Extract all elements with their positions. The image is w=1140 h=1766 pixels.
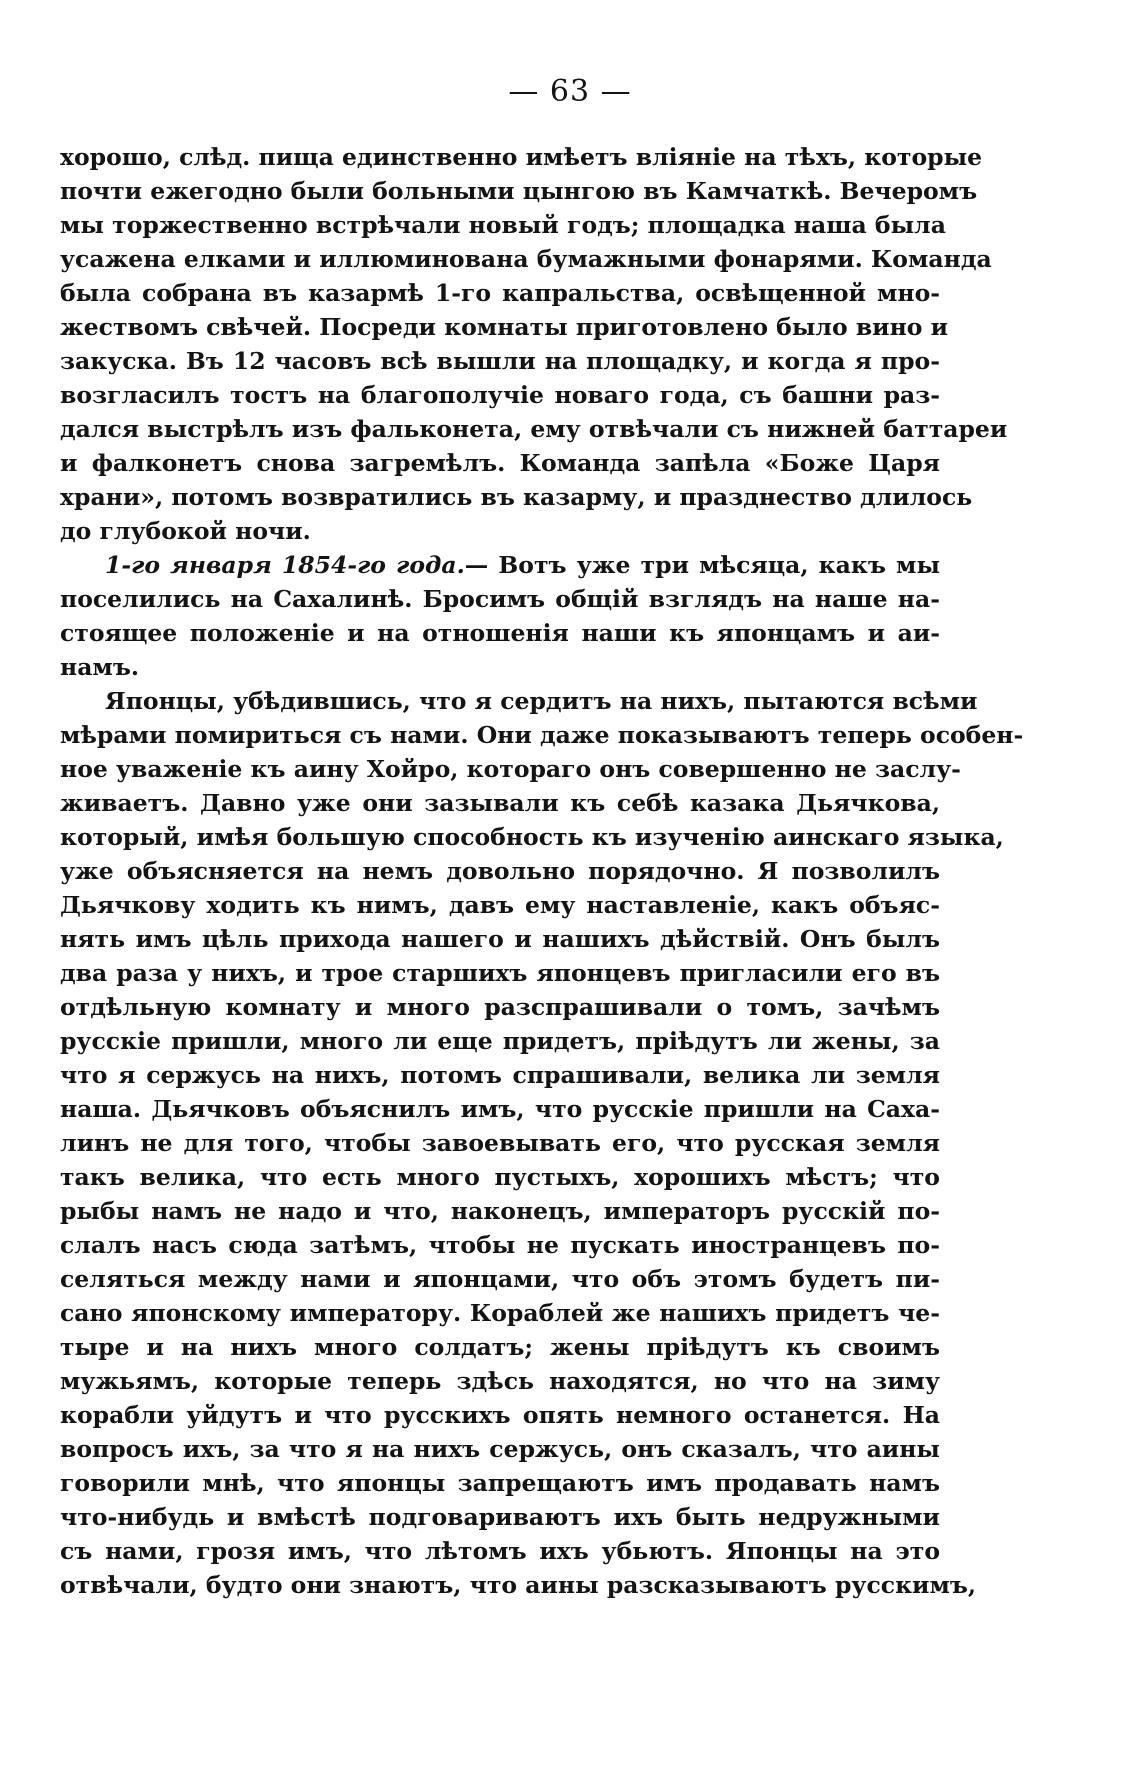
text-line: слалъ насъ сюда затѣмъ, чтобы не пускать иностранцевъ по- <box>60 1231 940 1259</box>
text-line: Японцы, убѣдившись, что я сердитъ на нихъ, пытаются всѣми <box>105 687 978 715</box>
text-line: до глубокой ночи. <box>60 517 311 545</box>
paragraph-1 <box>60 140 1008 548</box>
text-line: почти ежегодно были больными цынгою въ Камчаткѣ. Вечеромъ <box>60 177 978 205</box>
text-line: сано японскому императору. Кораблей же нашихъ придетъ че- <box>60 1299 940 1327</box>
text-line: стоящее положеніе и на отношенія наши къ японцамъ и аи- <box>60 619 940 647</box>
text-line: корабли уйдутъ и что русскихъ опять немного останется. На <box>60 1401 940 1429</box>
text-line: наша. Дьячковъ объяснилъ имъ, что русскіе пришли на Саха- <box>60 1095 940 1123</box>
text-line: русскіе пришли, много ли еще придетъ, пріѣдутъ ли жены, за <box>60 1027 940 1055</box>
text-line: дался выстрѣлъ изъ фальконета, ему отвѣчали съ нижней баттареи <box>60 415 1008 443</box>
text-line: мужьямъ, которые теперь здѣсь находятся, но что на зиму <box>60 1367 940 1395</box>
text-line-dated <box>60 548 940 582</box>
text-line: намъ. <box>60 653 140 681</box>
text-line: закуска. Въ 12 часовъ всѣ вышли на площадку, и когда я про- <box>60 347 940 375</box>
text-line: и фалконетъ снова загремѣлъ. Команда запѣла «Боже Царя <box>60 449 940 477</box>
text-line: жествомъ свѣчей. Посреди комнаты приготовлено было вино и <box>60 313 949 341</box>
text-line: усажена елками и иллюминована бумажными фонарями. Команда <box>60 245 992 273</box>
text-line: возгласилъ тостъ на благополучіе новаго года, съ башни раз- <box>60 381 940 409</box>
page-number: — 63 — <box>508 74 632 109</box>
text-line: мѣрами помириться съ нами. Они даже показываютъ теперь особен- <box>60 721 1024 749</box>
text-line: хорошо, слѣд. пища единственно имѣетъ вліяніе на тѣхъ, которые <box>60 143 983 171</box>
text-line: поселились на Сахалинѣ. Бросимъ общій взглядъ на наше на- <box>60 585 940 613</box>
text-line: уже объясняется на немъ довольно порядочно. Я позволилъ <box>60 857 940 885</box>
text-line: отвѣчали, будто они знаютъ, что аины разсказываютъ русскимъ, <box>60 1571 977 1599</box>
text-line: рыбы намъ не надо и что, наконецъ, императоръ русскій по- <box>60 1197 940 1225</box>
text-line: была собрана въ казармѣ 1-го капральства, освѣщенной мно- <box>60 279 940 307</box>
text-line: говорили мнѣ, что японцы запрещаютъ имъ продавать намъ <box>60 1469 940 1497</box>
text-line: селяться между нами и японцами, что объ этомъ будетъ пи- <box>60 1265 940 1293</box>
paragraph-2 <box>60 548 940 684</box>
text-line: ное уваженіе къ аину Хойро, котораго онъ совершенно не заслу- <box>60 755 961 783</box>
text-line: Дьячкову ходить къ нимъ, давъ ему наставленіе, какъ объяс- <box>60 891 940 919</box>
text-line: нять имъ цѣль прихода нашего и нашихъ дѣйствій. Онъ былъ <box>60 925 940 953</box>
text-line: вопросъ ихъ, за что я на нихъ сержусь, онъ сказалъ, что аины <box>60 1435 940 1463</box>
text-line: линъ не для того, чтобы завоевывать его, что русская земля <box>60 1129 940 1157</box>
dateline: 1-го января 1854-го года. <box>105 551 465 579</box>
text-line: который, имѣя большую способность къ изученію аинскаго языка, <box>60 823 1004 851</box>
text-line: что я сержусь на нихъ, потомъ спрашивали, велика ли земля <box>60 1061 940 1089</box>
text-line: съ нами, грозя имъ, что лѣтомъ ихъ убьютъ. Японцы на это <box>60 1537 940 1565</box>
dateline-continuation: — Вотъ уже три мѣсяца, какъ мы <box>464 551 940 579</box>
text-line: такъ велика, что есть много пустыхъ, хорошихъ мѣстъ; что <box>60 1163 940 1191</box>
text-line: отдѣльную комнату и много разспрашивали о томъ, зачѣмъ <box>60 993 940 1021</box>
page-text <box>60 140 1024 1602</box>
text-line: мы торжественно встрѣчали новый годъ; площадка наша была <box>60 211 946 239</box>
text-line: живаетъ. Давно уже они зазывали къ себѣ казака Дьячкова, <box>60 789 940 817</box>
text-line: что-нибудь и вмѣстѣ подговариваютъ ихъ быть недружными <box>60 1503 940 1531</box>
text-line: тыре и на нихъ много солдатъ; жены пріѣдутъ къ своимъ <box>60 1333 940 1361</box>
paragraph-3 <box>60 684 1024 1602</box>
text-line: два раза у нихъ, и трое старшихъ японцевъ пригласили его въ <box>60 959 940 987</box>
text-line: храни», потомъ возвратились въ казарму, и празднество длилось <box>60 483 973 511</box>
